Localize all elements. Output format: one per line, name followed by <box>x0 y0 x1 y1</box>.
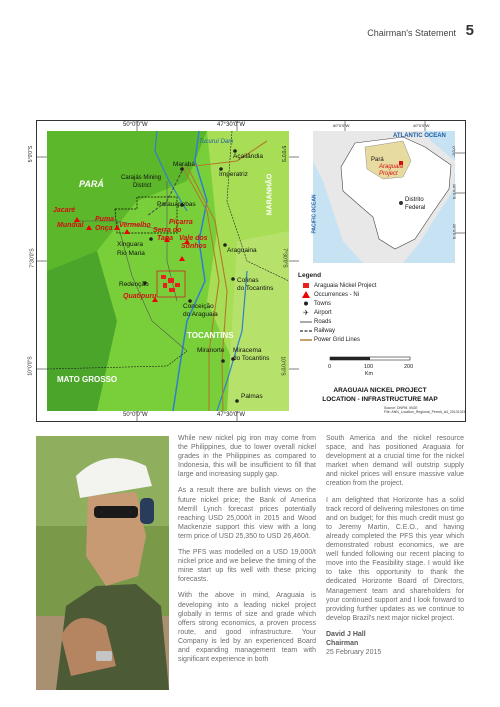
road-line-icon <box>298 320 314 324</box>
occ-serra-do: Serra do <box>153 227 182 234</box>
occ-onca: Onça <box>95 225 113 232</box>
page-number: 5 <box>465 22 474 39</box>
town-redencao: Redenção <box>119 281 149 288</box>
coord-bottom-50w: 50°0'0"W <box>123 412 148 418</box>
inset-capital-label-1: Distrito <box>405 197 424 203</box>
map-east-region <box>227 231 289 411</box>
scale-tick-100: 100 <box>364 364 374 370</box>
map-caption <box>300 386 460 404</box>
scale-tick-200: 200 <box>404 364 414 370</box>
town-miracema-1: Miracema <box>233 347 262 354</box>
legend-label: Railway <box>314 327 336 334</box>
coord-right-10s: 10°0'0"S <box>279 356 286 376</box>
town-araguaina: Araguaina <box>227 247 257 254</box>
town-miranorte: Miranorte <box>197 347 225 354</box>
occ-vermelho: Vermelho <box>119 222 151 229</box>
inset-coord-40w: 40°0'0"W <box>413 123 430 128</box>
project-square-icon <box>298 282 314 289</box>
map-source <box>384 406 466 414</box>
inset-pacific-label: PACIFIC OCEAN <box>311 194 318 234</box>
map-legend <box>298 272 448 344</box>
signature-date: 25 February 2015 <box>326 649 382 657</box>
occ-picarra: Piçarra <box>169 219 193 226</box>
coord-right-7s: 7°30'0"S <box>281 248 288 268</box>
legend-label: Araguaia Nickel Project <box>314 282 377 289</box>
ear-protector <box>140 498 154 524</box>
paragraph: South America and the nickel resource space, and has positioned Araguaia for development at a crucial time for the nickel market when demand will outstrip supply and nickel prices will ensure massive value creation from the project. <box>326 435 464 488</box>
paragraph: As a result there are bullish views on the future nickel price; the Bank of America Merrill Lynch forecast prices potentially reaching USD 25,000/t in 2015 and Wood Mackenzie support this view with a long term price of USD 25,350 to USD 26,460/t. <box>178 487 316 540</box>
map-caption-line-1: ARAGUAIA NICKEL PROJECT <box>333 387 427 394</box>
town-xinguara: Xinguara <box>117 241 144 248</box>
coord-left-10s: 10°0'0"S <box>27 356 34 376</box>
district-label-2: District <box>133 183 152 189</box>
district-label-1: Carajás Mining <box>121 175 162 181</box>
town-acailandia: Açailândia <box>233 153 263 160</box>
inset-coord-10s: 10°0'0"S <box>452 183 458 200</box>
town-conceicao-2: do Araguaia <box>183 311 218 318</box>
town-colinas-2: do Tocantins <box>237 285 274 292</box>
legend-item-towns <box>298 299 448 308</box>
legend-item-roads <box>298 317 448 326</box>
inset-atlantic-label: ATLANTIC OCEAN <box>393 133 446 139</box>
inset-coord-60w: 60°0'0"W <box>333 123 350 128</box>
legend-label: Airport <box>314 309 332 316</box>
wristwatch <box>96 651 112 661</box>
coord-left-5s: 5°0'0"S <box>28 145 35 163</box>
scale-tick-0: 0 <box>328 364 332 370</box>
signature-block <box>326 630 464 657</box>
signature-name: David J Hall <box>326 630 366 638</box>
paragraph: With the above in mind, Araguaia is developing into a leading nickel project globally in terms of size and grade which offers strong economics, a proven process route, and good infrastructure. Your Company is led by an experienced Board and expanding management team with significant experience in both <box>178 592 316 664</box>
inset-coord-0: 0°0'0" <box>451 146 457 157</box>
town-palmas: Palmas <box>241 393 263 400</box>
chairman-photo <box>36 436 169 690</box>
triangle-icon <box>298 291 314 298</box>
scale-unit: Km <box>364 371 374 377</box>
state-tocantins: TOCANTINS <box>187 331 234 340</box>
legend-item-airport <box>298 308 448 317</box>
source-line-2: File: ANN_Location_Regional_Permit_A4_20131021 <box>384 410 466 414</box>
occ-jacare: Jacaré <box>53 207 76 214</box>
scale-bar <box>326 356 416 377</box>
airplane-icon: ✈ <box>303 309 309 317</box>
legend-item-project <box>298 281 448 290</box>
coord-left-7s: 7°30'0"S <box>29 248 36 268</box>
coord-top-50w: 50°0'0"W <box>123 122 148 128</box>
town-parauapebas: Parauapebas <box>157 201 196 208</box>
signature-role: Chairman <box>326 639 359 647</box>
legend-label: Towns <box>314 300 332 307</box>
legend-label: Roads <box>314 318 332 325</box>
legend-item-power <box>298 335 448 344</box>
legend-item-railway <box>298 326 448 335</box>
town-miracema-2: do Tocantins <box>233 355 270 362</box>
article-column-1 <box>178 434 316 671</box>
town-imperatriz: Imperatriz <box>219 171 248 178</box>
state-para: PARÁ <box>79 179 104 189</box>
coord-bottom-47w: 47°30'0"W <box>217 412 246 418</box>
legend-item-occurrence <box>298 290 448 299</box>
tucurui-dam-label: Tucuruí Dam <box>199 139 234 145</box>
paragraph: While new nickel pig iron may come from the Philippines, due to lower overall nickel grades in the Philippines as compared to Indonesia, this will be insufficient to fill that large and increasing supply gap. <box>178 435 316 479</box>
page-header-title: Chairman's Statement <box>367 28 456 38</box>
railway-line-icon <box>298 329 314 333</box>
inset-para-label: Pará <box>371 157 384 163</box>
state-mato-grosso: MATO GROSSO <box>57 375 118 384</box>
paragraph: I am delighted that Horizonte has a solid track record of delivering milestones on time and on budget; for this much credit must go to Jeremy Martin, C.E.O., and having already completed the PFS this year which demonstrated robust economics, we are well funded following our recent placing to move into the Feasibility stage. I would like to take this opportunity to thank the dedicated Horizonte Board of Directors, Management team and shareholders for your continued support and I look forward to providing further updates as we continue to develop Brazil's next major nickel project. <box>326 496 464 622</box>
legend-title: Legend <box>298 272 322 279</box>
occ-tapa: Tapa <box>157 235 174 242</box>
coord-right-5s: 5°0'0"S <box>280 145 287 163</box>
legend-label: Occurrences - Ni <box>314 291 360 298</box>
dot-icon <box>298 300 314 307</box>
occ-quatipuru: Quatipuru <box>123 293 157 300</box>
town-rio-maria: Rio Maria <box>117 250 145 257</box>
power-line-icon <box>298 338 314 342</box>
paragraph: The PFS was modelled on a USD 19,000/t nickel price and we believe the timing of the mine start up fits well with these pricing forecasts. <box>178 549 316 584</box>
source-line-1: Source: DNPM, IBGE <box>384 406 418 410</box>
occ-sonhos: Sonhos <box>181 243 207 250</box>
town-colinas-1: Colinas <box>237 277 259 284</box>
map-caption-line-2: LOCATION - INFRASTRUCTURE MAP <box>322 396 438 403</box>
state-maranhao: MARANHÃO <box>266 173 274 216</box>
inset-project-label-1: Araguaia <box>379 164 404 170</box>
town-maraba: Marabá <box>173 161 196 168</box>
coord-top-47w: 47°30'0"W <box>217 122 246 128</box>
inset-coord-20s: 20°0'0"S <box>452 223 458 240</box>
inset-capital-marker <box>399 201 403 205</box>
legend-label: Power Grid Lines <box>314 336 361 343</box>
regional-map <box>27 121 299 421</box>
article-column-2 <box>326 434 464 657</box>
occ-vale-dos: Vale dos <box>179 235 208 242</box>
sunglasses <box>94 506 138 518</box>
town-conceicao-1: Conceição <box>183 303 214 310</box>
inset-capital-label-2: Federal <box>405 205 426 211</box>
occ-mundial: Mundial <box>57 222 84 229</box>
occ-puma: Puma <box>95 216 115 223</box>
inset-project-label-2: Project <box>379 171 398 177</box>
